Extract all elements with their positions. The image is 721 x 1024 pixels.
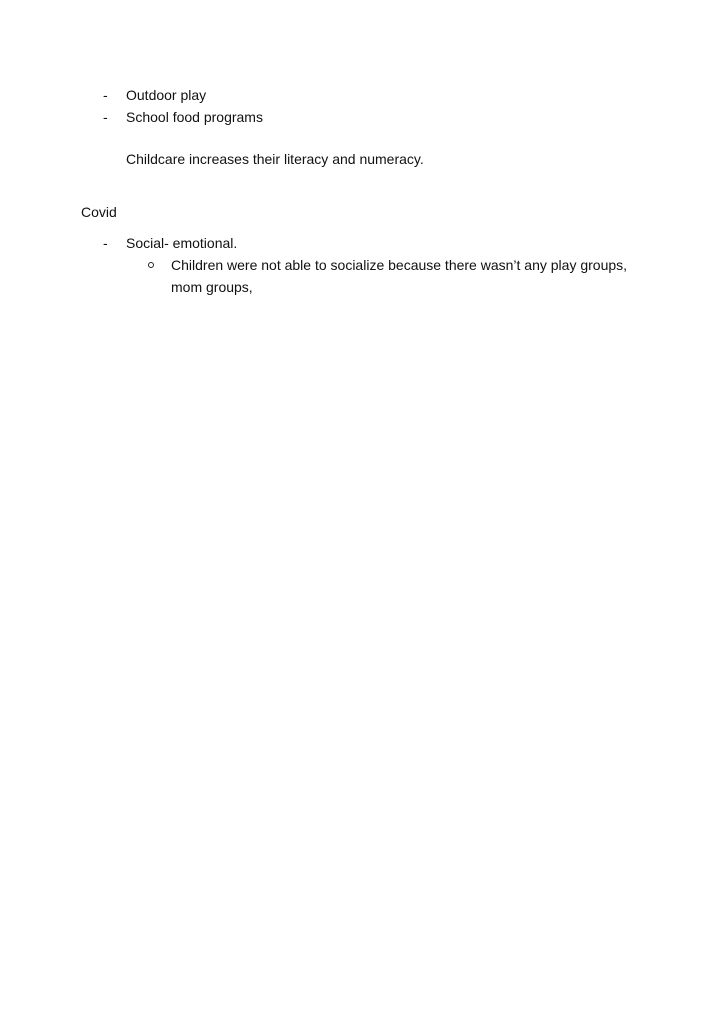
bullet-marker: - — [103, 87, 108, 103]
bullet-marker: - — [103, 235, 108, 251]
sub-bullet-line-1: Children were not able to socialize because there wasn’t any play groups, — [171, 257, 628, 273]
paragraph-literacy: Childcare increases their literacy and numeracy. — [126, 151, 424, 167]
bullet-marker: - — [103, 109, 108, 125]
bullet-item-school-food-programs: School food programs — [126, 109, 263, 125]
sub-bullet-line-2: mom groups, — [171, 279, 253, 295]
section-heading-covid: Covid — [81, 204, 117, 220]
bullet-item-outdoor-play: Outdoor play — [126, 87, 207, 103]
sub-bullet-circle-icon — [148, 262, 154, 268]
bullet-item-social-emotional: Social- emotional. — [126, 235, 238, 251]
